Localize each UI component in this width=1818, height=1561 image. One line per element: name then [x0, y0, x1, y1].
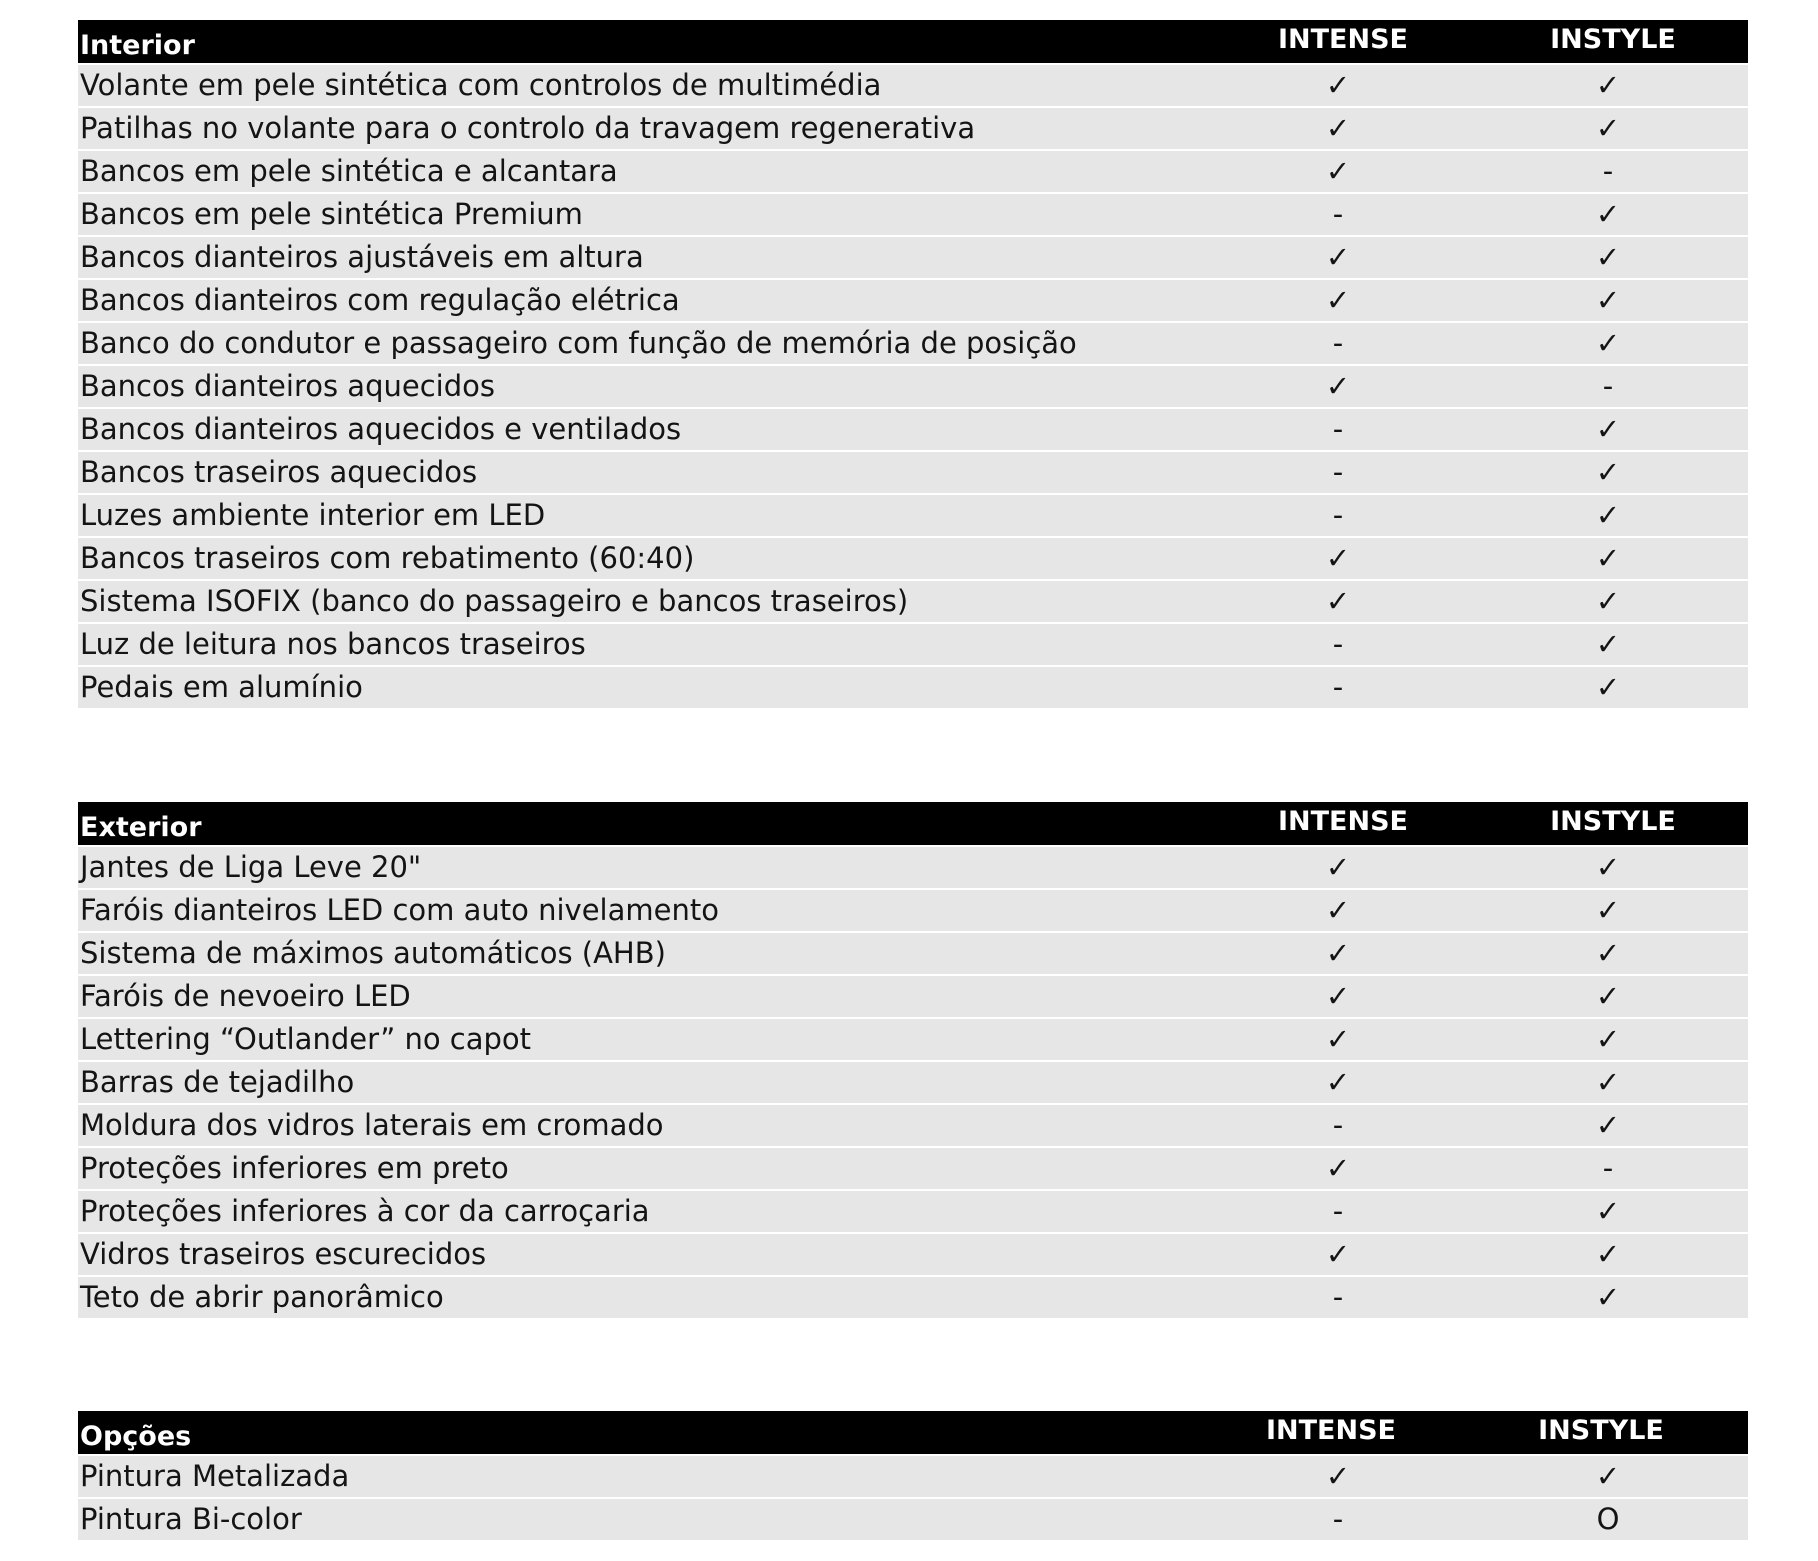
feature-label: Pintura Metalizada: [78, 1455, 1208, 1498]
intense-availability: ✓: [1208, 889, 1478, 932]
intense-availability: ✓: [1208, 1147, 1478, 1190]
feature-label: Sistema ISOFIX (banco do passageiro e bancos traseiros): [78, 580, 1208, 623]
intense-availability: -: [1208, 666, 1478, 708]
table-row: [78, 365, 1748, 408]
intense-availability: ✓: [1208, 1455, 1478, 1498]
table-row: [78, 666, 1748, 708]
column-header-instyle: INSTYLE: [1478, 1411, 1748, 1455]
intense-availability: -: [1208, 1190, 1478, 1233]
section-title: Interior: [78, 20, 1208, 64]
feature-label: Faróis dianteiros LED com auto nivelamento: [78, 889, 1208, 932]
intense-availability: -: [1208, 1276, 1478, 1318]
instyle-availability: ✓: [1478, 666, 1748, 708]
table-row: [78, 322, 1748, 365]
intense-availability: ✓: [1208, 580, 1478, 623]
table-row: [78, 975, 1748, 1018]
table-row: [78, 236, 1748, 279]
table-row: [78, 408, 1748, 451]
column-header-intense: INTENSE: [1208, 802, 1478, 846]
exterior-table: [78, 802, 1748, 1318]
instyle-availability: ✓: [1478, 64, 1748, 107]
instyle-availability: ✓: [1478, 932, 1748, 975]
feature-label: Bancos dianteiros aquecidos e ventilados: [78, 408, 1208, 451]
feature-label: Sistema de máximos automáticos (AHB): [78, 932, 1208, 975]
instyle-availability: ✓: [1478, 1061, 1748, 1104]
instyle-availability: ✓: [1478, 1455, 1748, 1498]
feature-label: Banco do condutor e passageiro com função de memória de posição: [78, 322, 1208, 365]
intense-availability: -: [1208, 1498, 1478, 1540]
intense-availability: ✓: [1208, 365, 1478, 408]
table-header-row: [78, 1411, 1748, 1455]
instyle-availability: ✓: [1478, 623, 1748, 666]
instyle-availability: ✓: [1478, 1190, 1748, 1233]
intense-availability: ✓: [1208, 236, 1478, 279]
instyle-availability: ✓: [1478, 322, 1748, 365]
table-row: [78, 1147, 1748, 1190]
feature-label: Bancos dianteiros aquecidos: [78, 365, 1208, 408]
table-row: [78, 846, 1748, 889]
intense-availability: ✓: [1208, 150, 1478, 193]
section-title: Opções: [78, 1411, 1208, 1455]
table-row: [78, 1018, 1748, 1061]
instyle-availability: -: [1478, 1147, 1748, 1190]
table-row: [78, 1233, 1748, 1276]
intense-availability: ✓: [1208, 846, 1478, 889]
instyle-availability: ✓: [1478, 537, 1748, 580]
table-row: [78, 1061, 1748, 1104]
instyle-availability: ✓: [1478, 1018, 1748, 1061]
feature-label: Teto de abrir panorâmico: [78, 1276, 1208, 1318]
instyle-availability: ✓: [1478, 107, 1748, 150]
intense-availability: ✓: [1208, 64, 1478, 107]
intense-availability: -: [1208, 193, 1478, 236]
intense-availability: ✓: [1208, 279, 1478, 322]
instyle-availability: -: [1478, 150, 1748, 193]
instyle-availability: ✓: [1478, 451, 1748, 494]
instyle-availability: ✓: [1478, 193, 1748, 236]
feature-label: Pintura Bi-color: [78, 1498, 1208, 1540]
table-row: [78, 451, 1748, 494]
feature-label: Jantes de Liga Leve 20": [78, 846, 1208, 889]
instyle-availability: ✓: [1478, 494, 1748, 537]
table-row: [78, 889, 1748, 932]
instyle-availability: ✓: [1478, 846, 1748, 889]
table-row: [78, 1104, 1748, 1147]
table-row: [78, 1455, 1748, 1498]
interior-rows: [78, 64, 1748, 708]
options-rows: [78, 1455, 1748, 1540]
options-table: [78, 1411, 1748, 1540]
intense-availability: ✓: [1208, 537, 1478, 580]
table-row: [78, 193, 1748, 236]
table-row: [78, 580, 1748, 623]
table-row: [78, 537, 1748, 580]
feature-label: Moldura dos vidros laterais em cromado: [78, 1104, 1208, 1147]
feature-label: Bancos traseiros com rebatimento (60:40): [78, 537, 1208, 580]
intense-availability: ✓: [1208, 975, 1478, 1018]
intense-availability: ✓: [1208, 107, 1478, 150]
table-row: [78, 494, 1748, 537]
instyle-availability: ✓: [1478, 408, 1748, 451]
intense-availability: -: [1208, 1104, 1478, 1147]
feature-label: Luzes ambiente interior em LED: [78, 494, 1208, 537]
column-header-instyle: INSTYLE: [1478, 20, 1748, 64]
intense-availability: -: [1208, 322, 1478, 365]
instyle-availability: ✓: [1478, 889, 1748, 932]
feature-label: Faróis de nevoeiro LED: [78, 975, 1208, 1018]
instyle-availability: ✓: [1478, 1233, 1748, 1276]
instyle-availability: O: [1478, 1498, 1748, 1540]
feature-label: Proteções inferiores em preto: [78, 1147, 1208, 1190]
feature-label: Patilhas no volante para o controlo da travagem regenerativa: [78, 107, 1208, 150]
column-header-intense: INTENSE: [1208, 1411, 1478, 1455]
interior-table: [78, 20, 1748, 708]
intense-availability: -: [1208, 408, 1478, 451]
feature-label: Bancos em pele sintética Premium: [78, 193, 1208, 236]
feature-label: Luz de leitura nos bancos traseiros: [78, 623, 1208, 666]
feature-label: Bancos dianteiros ajustáveis em altura: [78, 236, 1208, 279]
table-row: [78, 1498, 1748, 1540]
intense-availability: ✓: [1208, 1233, 1478, 1276]
table-row: [78, 932, 1748, 975]
exterior-rows: [78, 846, 1748, 1318]
feature-label: Bancos em pele sintética e alcantara: [78, 150, 1208, 193]
table-row: [78, 279, 1748, 322]
column-header-intense: INTENSE: [1208, 20, 1478, 64]
feature-label: Lettering “Outlander” no capot: [78, 1018, 1208, 1061]
intense-availability: -: [1208, 623, 1478, 666]
instyle-availability: ✓: [1478, 580, 1748, 623]
intense-availability: ✓: [1208, 1061, 1478, 1104]
feature-label: Vidros traseiros escurecidos: [78, 1233, 1208, 1276]
table-header-row: [78, 802, 1748, 846]
section-title: Exterior: [78, 802, 1208, 846]
instyle-availability: ✓: [1478, 975, 1748, 1018]
instyle-availability: -: [1478, 365, 1748, 408]
table-row: [78, 623, 1748, 666]
instyle-availability: ✓: [1478, 1276, 1748, 1318]
table-header-row: [78, 20, 1748, 64]
table-row: [78, 1276, 1748, 1318]
intense-availability: ✓: [1208, 932, 1478, 975]
feature-label: Bancos dianteiros com regulação elétrica: [78, 279, 1208, 322]
table-row: [78, 64, 1748, 107]
table-row: [78, 107, 1748, 150]
feature-label: Pedais em alumínio: [78, 666, 1208, 708]
feature-label: Proteções inferiores à cor da carroçaria: [78, 1190, 1208, 1233]
feature-label: Volante em pele sintética com controlos de multimédia: [78, 64, 1208, 107]
table-row: [78, 150, 1748, 193]
feature-label: Bancos traseiros aquecidos: [78, 451, 1208, 494]
instyle-availability: ✓: [1478, 1104, 1748, 1147]
intense-availability: -: [1208, 451, 1478, 494]
instyle-availability: ✓: [1478, 279, 1748, 322]
column-header-instyle: INSTYLE: [1478, 802, 1748, 846]
table-row: [78, 1190, 1748, 1233]
intense-availability: ✓: [1208, 1018, 1478, 1061]
instyle-availability: ✓: [1478, 236, 1748, 279]
intense-availability: -: [1208, 494, 1478, 537]
feature-label: Barras de tejadilho: [78, 1061, 1208, 1104]
